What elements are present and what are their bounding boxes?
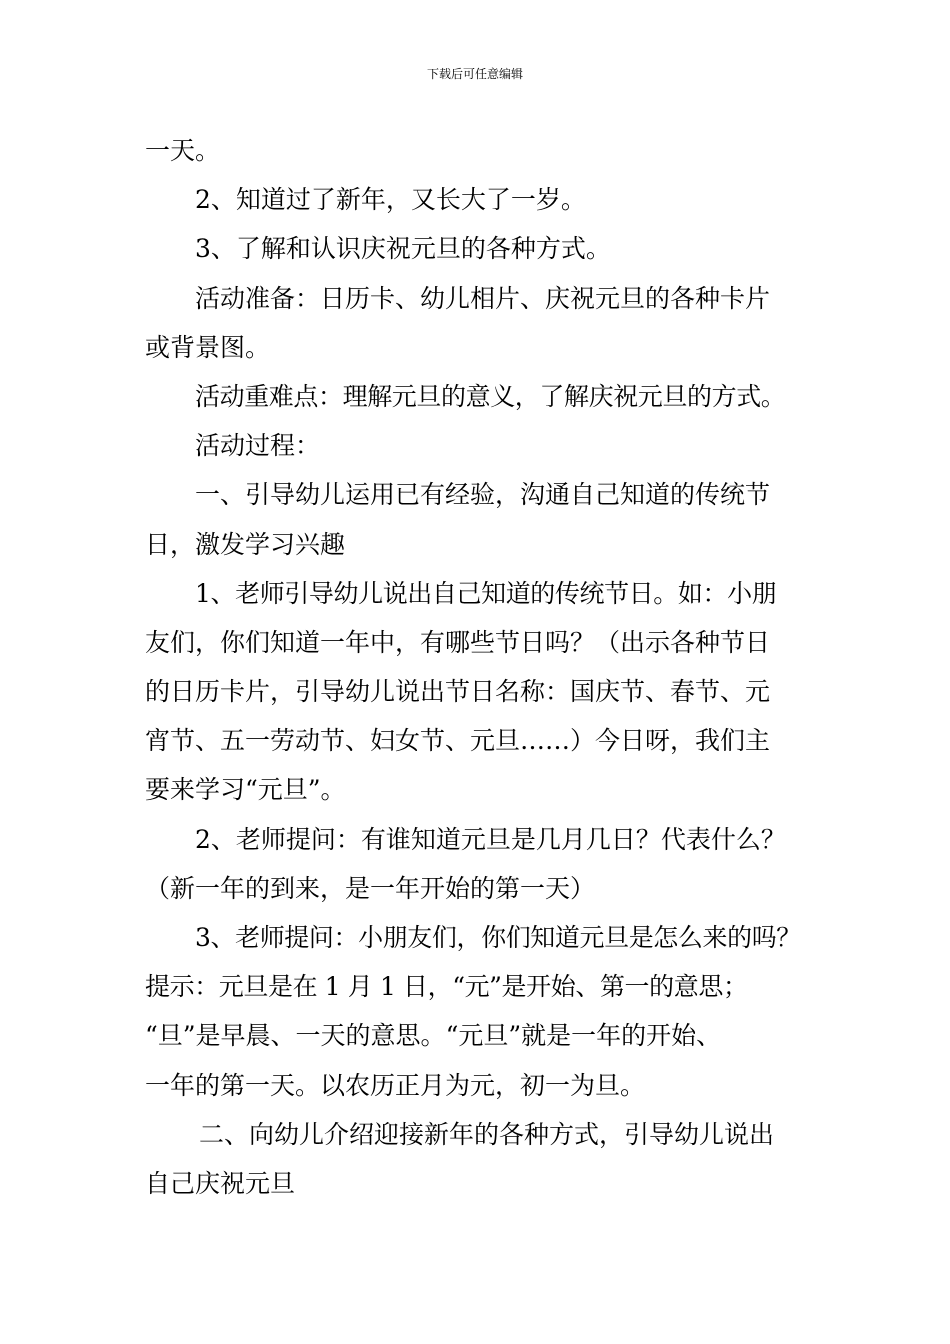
- text-line: 活动准备：日历卡、幼儿相片、庆祝元旦的各种卡片: [195, 283, 771, 313]
- text-line: 1、老师引导幼儿说出自己知道的传统节日。如：小朋: [195, 578, 777, 608]
- document-body: [145, 126, 810, 1208]
- text-line: （新一年的到来，是一年开始的第一天）: [145, 873, 596, 903]
- text-line: 自己庆祝元旦: [145, 1168, 296, 1198]
- page-header: 下载后可任意编辑: [426, 67, 523, 81]
- text-line: “旦”是早晨、一天的意思。“元旦”就是一年的开始、: [145, 1021, 722, 1051]
- text-line: 3、老师提问：小朋友们，你们知道元旦是怎么来的吗？: [195, 923, 801, 952]
- text-line: 一天。: [145, 136, 221, 165]
- text-line: 二、向幼儿介绍迎接新年的各种方式，引导幼儿说出: [199, 1119, 775, 1149]
- text-line: 提示：元旦是在 1 月 1 日，“元”是开始、第一的意思；: [145, 972, 748, 1002]
- text-line: 活动重难点：理解元旦的意义，了解庆祝元旦的方式。: [195, 381, 786, 411]
- text-line: 日，激发学习兴趣: [145, 529, 346, 559]
- text-line: 一、引导幼儿运用已有经验，沟通自己知道的传统节: [195, 480, 771, 510]
- text-line: 友们，你们知道一年中，有哪些节日吗？（出示各种节日: [145, 627, 771, 657]
- text-line: 2、知道过了新年，又长大了一岁。: [195, 185, 586, 215]
- text-line: 3、了解和认识庆祝元旦的各种方式。: [195, 234, 611, 264]
- text-line: 的日历卡片，引导幼儿说出节日名称：国庆节、春节、元: [145, 677, 771, 707]
- text-line: 宵节、五一劳动节、妇女节、元旦……）今日呀，我们主: [145, 726, 771, 756]
- text-line: 活动过程：: [195, 431, 321, 461]
- text-line: 2、老师提问：有谁知道元旦是几月几日？代表什么？: [195, 824, 786, 854]
- text-line: 一年的第一天。以农历正月为元，初一为旦。: [145, 1070, 646, 1100]
- text-line: 要来学习“元旦”。: [145, 775, 346, 805]
- text-line: 或背景图。: [145, 332, 271, 362]
